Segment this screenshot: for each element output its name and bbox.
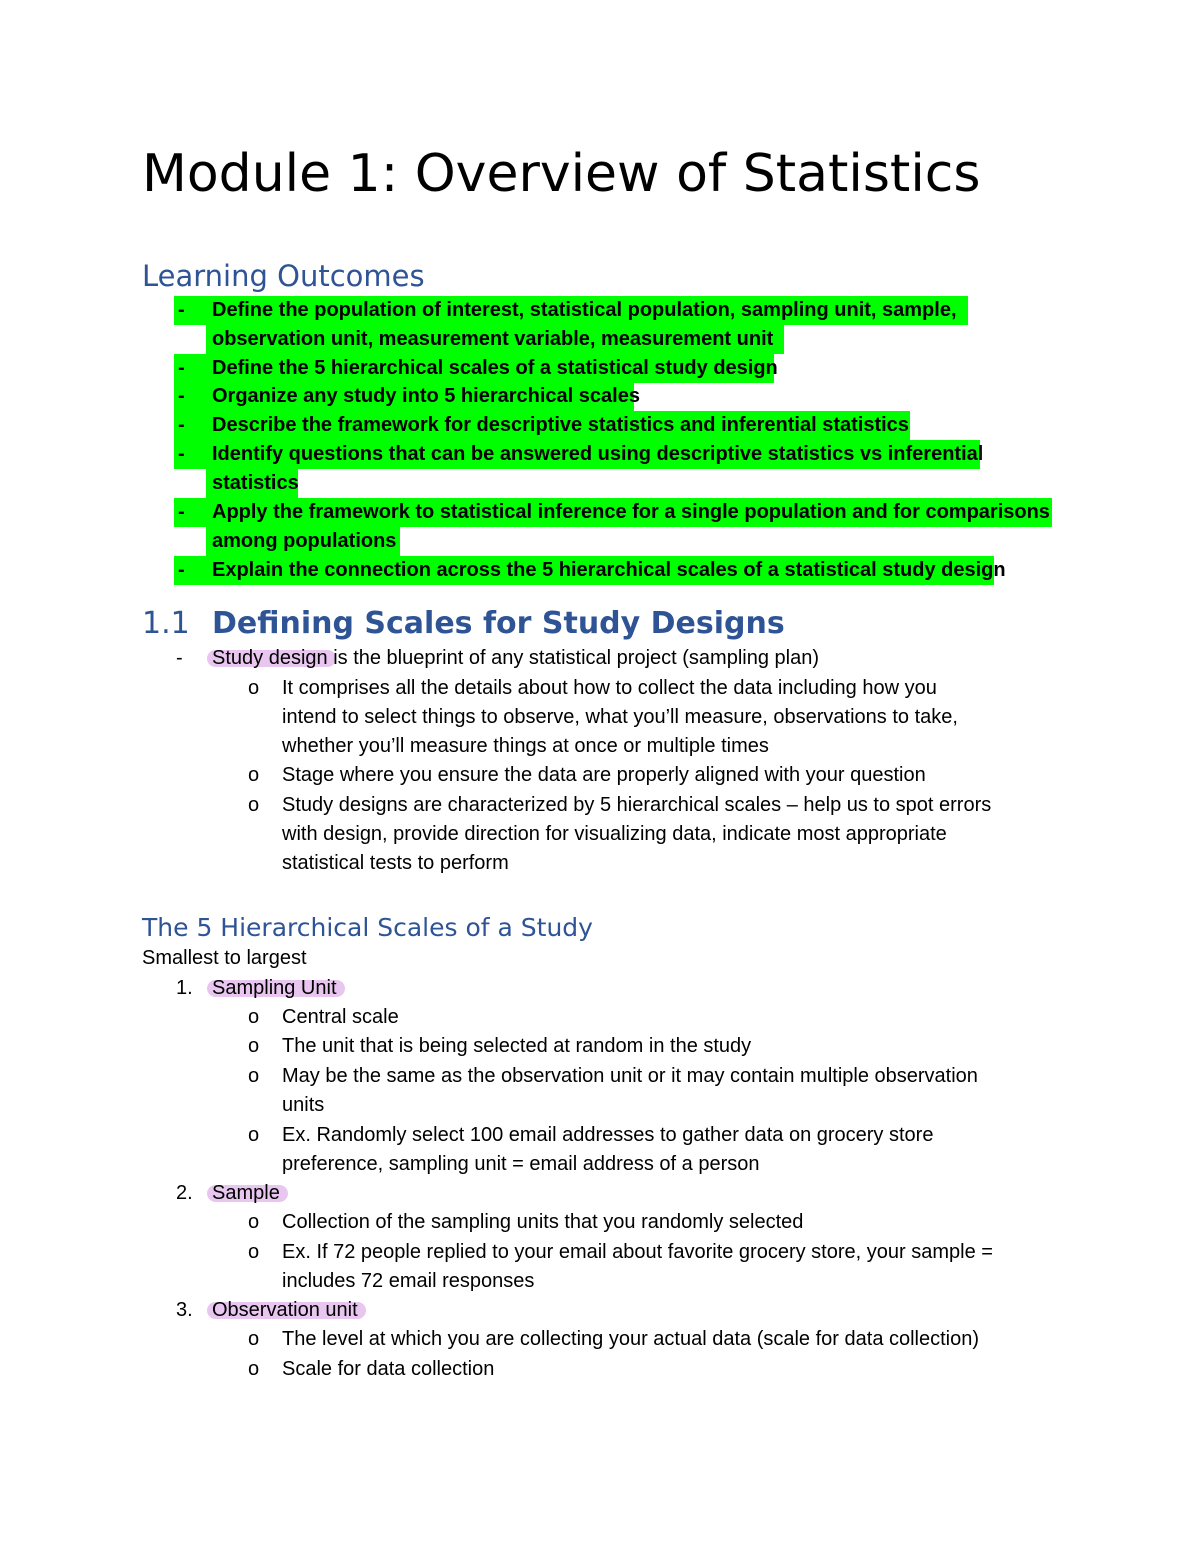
list-item: It comprises all the details about how to collect the data including how you — [282, 677, 937, 699]
list-item: among populations — [212, 530, 397, 552]
circle-bullet-icon: o — [248, 1328, 260, 1350]
list-item: with design, provide direction for visualizing data, indicate most appropriate — [282, 823, 947, 845]
circle-bullet-icon: o — [248, 1358, 260, 1380]
highlighted-term: Study design — [212, 647, 328, 669]
circle-bullet-icon: o — [248, 1211, 260, 1233]
list-dash: - — [176, 647, 183, 669]
list-item — [212, 1296, 358, 1325]
circle-bullet-icon: o — [248, 1006, 260, 1028]
list-number: 2. — [176, 1182, 193, 1204]
circle-bullet-icon: o — [248, 764, 260, 786]
section-title: Defining Scales for Study Designs — [212, 606, 785, 641]
list-dash: - — [178, 443, 185, 465]
highlighted-term: Observation unit — [212, 1299, 358, 1321]
list-dash: - — [178, 501, 185, 523]
page-title: Module 1: Overview of Statistics — [142, 144, 981, 204]
list-number: 1. — [176, 977, 193, 999]
list-dash: - — [178, 299, 185, 321]
list-item: Central scale — [282, 1006, 399, 1028]
list-item: Stage where you ensure the data are properly aligned with your question — [282, 764, 926, 786]
subsection-subtitle: Smallest to largest — [142, 947, 307, 969]
list-item: May be the same as the observation unit or it may contain multiple observation — [282, 1065, 978, 1087]
list-item: Study designs are characterized by 5 hierarchical scales – help us to spot errors — [282, 794, 992, 816]
list-item: Explain the connection across the 5 hierarchical scales of a statistical study design — [212, 559, 1006, 581]
list-item: statistics — [212, 472, 299, 494]
list-item: The level at which you are collecting your actual data (scale for data collection) — [282, 1328, 980, 1350]
circle-bullet-icon: o — [248, 1065, 260, 1087]
list-item: Define the 5 hierarchical scales of a statistical study design — [212, 357, 778, 379]
learning-outcomes-heading: Learning Outcomes — [142, 259, 425, 293]
circle-bullet-icon: o — [248, 1035, 260, 1057]
section-number: 1.1 — [142, 606, 190, 641]
list-item: The unit that is being selected at random in the study — [282, 1035, 752, 1057]
circle-bullet-icon: o — [248, 794, 260, 816]
section-heading — [142, 602, 785, 646]
list-item: Collection of the sampling units that you randomly selected — [282, 1211, 804, 1233]
circle-bullet-icon: o — [248, 1124, 260, 1146]
list-item: statistical tests to perform — [282, 852, 509, 874]
subsection-heading: The 5 Hierarchical Scales of a Study — [142, 913, 593, 942]
list-item: Apply the framework to statistical inference for a single population and for comparisons — [212, 501, 1050, 523]
list-item: includes 72 email responses — [282, 1270, 535, 1292]
list-item: Describe the framework for descriptive statistics and inferential statistics — [212, 414, 909, 436]
list-item — [212, 1179, 280, 1208]
list-item: units — [282, 1094, 325, 1116]
list-item: whether you’ll measure things at once or multiple times — [282, 735, 769, 757]
list-item: Organize any study into 5 hierarchical scales — [212, 385, 640, 407]
list-number: 3. — [176, 1299, 193, 1321]
list-item — [212, 974, 337, 1003]
highlighted-term: Sampling Unit — [212, 977, 337, 999]
list-item-text: is the blueprint of any statistical project (sampling plan) — [327, 647, 819, 669]
highlighted-term: Sample — [212, 1182, 280, 1204]
list-item: Scale for data collection — [282, 1358, 495, 1380]
list-item — [212, 644, 819, 673]
list-dash: - — [178, 385, 185, 407]
list-dash: - — [178, 559, 185, 581]
list-item: Ex. If 72 people replied to your email about favorite grocery store, your sample = — [282, 1241, 993, 1263]
list-item: preference, sampling unit = email address of a person — [282, 1153, 760, 1175]
list-dash: - — [178, 414, 185, 436]
list-item: Ex. Randomly select 100 email addresses to gather data on grocery store — [282, 1124, 934, 1146]
circle-bullet-icon: o — [248, 1241, 260, 1263]
list-dash: - — [178, 357, 185, 379]
list-item: observation unit, measurement variable, measurement unit — [212, 328, 774, 350]
list-item: intend to select things to observe, what you’ll measure, observations to take, — [282, 706, 958, 728]
list-item: Identify questions that can be answered using descriptive statistics vs inferential — [212, 443, 984, 465]
list-item: Define the population of interest, statistical population, sampling unit, sample, — [212, 299, 957, 321]
circle-bullet-icon: o — [248, 677, 260, 699]
